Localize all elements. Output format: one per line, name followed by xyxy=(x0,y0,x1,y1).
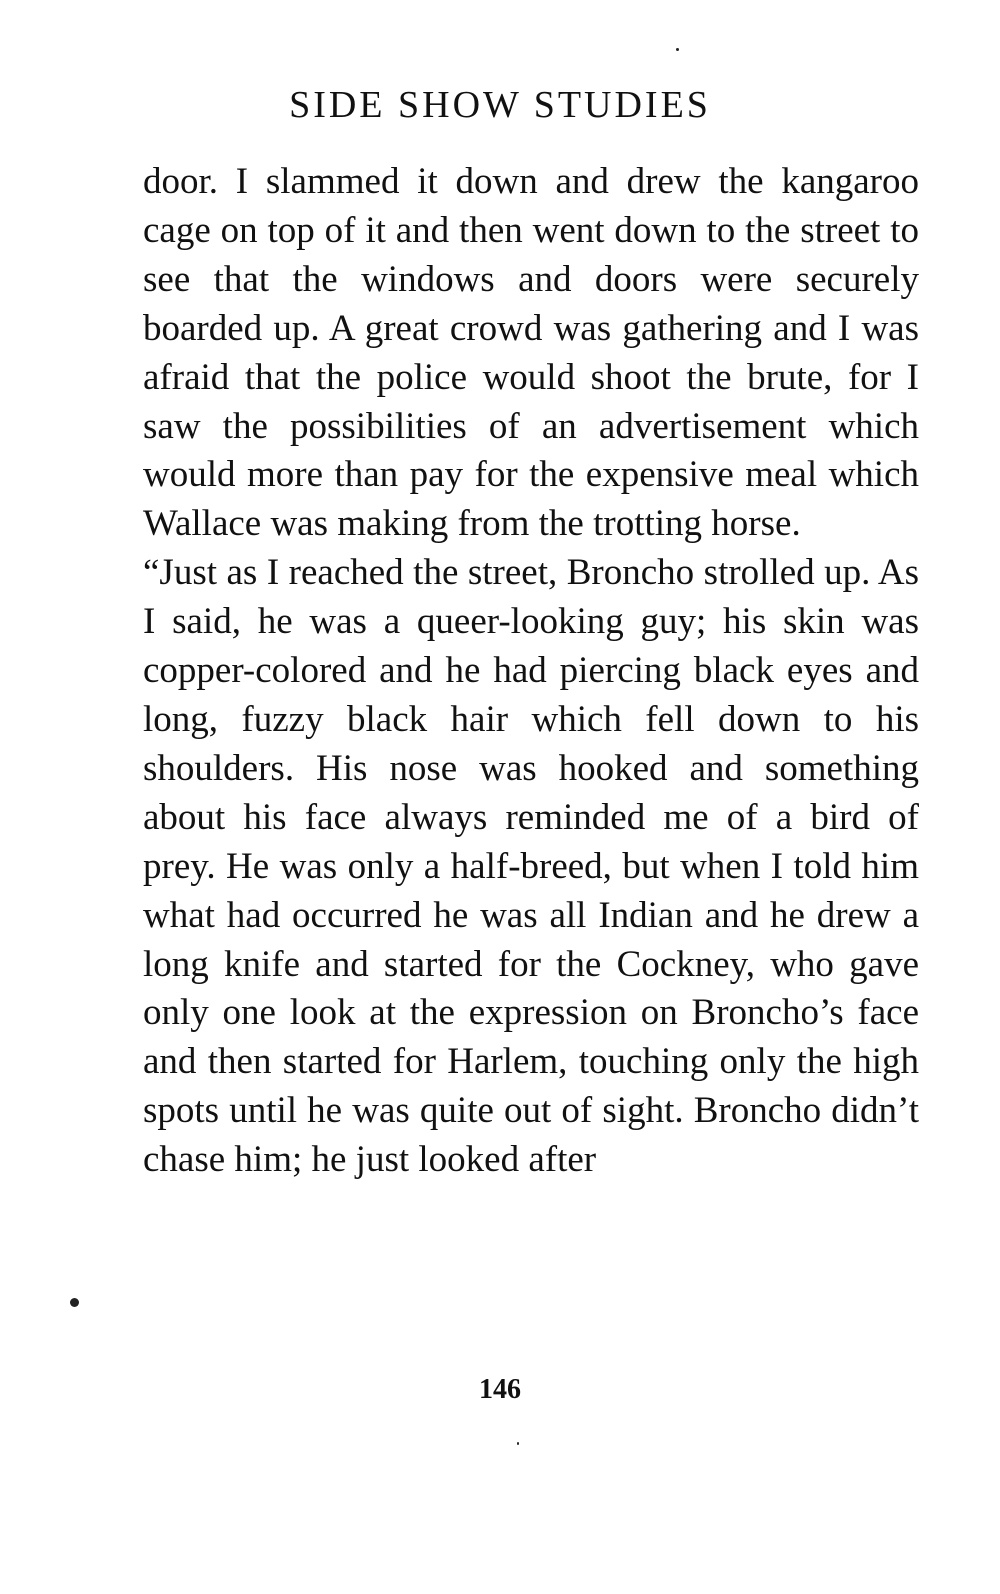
body-text xyxy=(143,158,919,1185)
paragraph: door. I slammed it down and drew the kangaroo cage on top of it and then went down to the street to see that the windows and doors were securely boarded up. A great crowd was gathering and I was afraid that the police would shoot the brute, for I saw the possibilities of an advertisement which would more than pay for the expensive meal which Wallace was making from the trotting horse. xyxy=(143,161,919,545)
running-head: SIDE SHOW STUDIES xyxy=(289,84,711,126)
print-speck xyxy=(517,1442,519,1445)
print-speck xyxy=(676,48,679,51)
page-number: 146 xyxy=(479,1374,521,1405)
margin-ink-mark xyxy=(70,1298,79,1307)
paragraph: “Just as I reached the street, Broncho strolled up. As I said, he was a queer-looking guy; his skin was copper-colored and he had piercing black eyes and long, fuzzy black hair which fell down to his shoulders. His nose was hooked and something about his face always reminded me of a bird of prey. He was only a half-breed, but when I told him what had occurred he was all Indian and he drew a long knife and started for the Cockney, who gave only one look at the expression on Broncho’s face and then started for Harlem, touching only the high spots until he was quite out of sight. Broncho didn’t chase him; he just looked after xyxy=(143,552,919,1181)
